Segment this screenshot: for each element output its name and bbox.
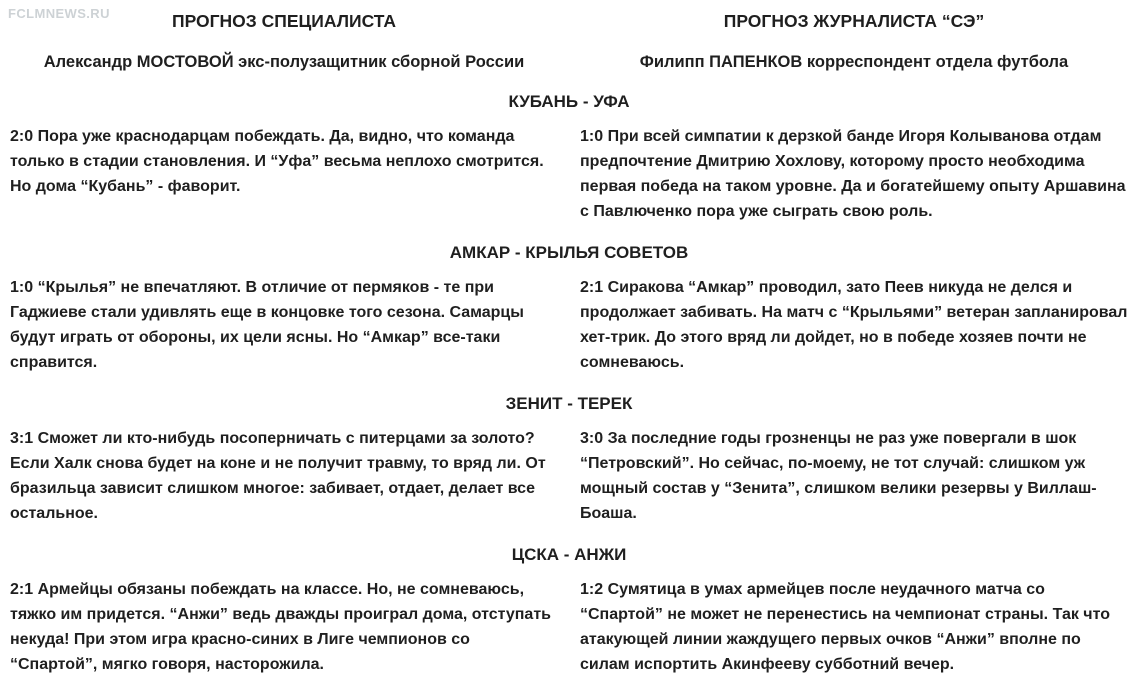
match-section	[10, 91, 1128, 224]
match-section	[10, 544, 1128, 677]
journalist-column-title: ПРОГНОЗ ЖУРНАЛИСТА “СЭ”	[723, 11, 985, 31]
predictions-row	[10, 426, 1128, 526]
specialist-prediction: 3:1 Сможет ли кто-нибудь посоперничать с питерцами за золото? Если Халк снова будет на коне и не получит травму, то вряд ли. От бразильца зависит слишком многое: забивает, отдает, делает все остальное.	[10, 430, 546, 522]
authors-row	[10, 52, 1128, 73]
predictions-row	[10, 577, 1128, 677]
journalist-prediction: 2:1 Сиракова “Амкар” проводил, зато Пеев никуда не делся и продолжает забивать. На матч с “Крыльями” ветеран запланировал хет-трик. До этого вряд ли дойдет, но в победе хозяев почти не сомневаюсь.	[580, 279, 1128, 371]
specialist-prediction: 1:0 “Крылья” не впечатляют. В отличие от пермяков - те при Гаджиеве стали удивлять еще в концовке того сезона. Самарцы будут играть от обороны, их цели ясны. Но “Амкар” все-таки справится.	[10, 279, 524, 371]
journalist-prediction: 3:0 За последние годы грозненцы не раз уже повергали в шок “Петровский”. Но сейчас, по-моему, не тот случай: слишком уж мощный состав у “Зенита”, слишком велики резервы у Виллаш-Боаша.	[580, 430, 1097, 522]
journalist-prediction: 1:2 Сумятица в умах армейцев после неудачного матча со “Спартой” не может не перенестись на чемпионат страны. Так что атакующей линии жаждущего первых очков “Анжи” вполне по силам испортить Акинфееву субботний вечер.	[580, 581, 1110, 673]
predictions-row	[10, 275, 1128, 375]
match-section	[10, 393, 1128, 526]
match-header: АМКАР - КРЫЛЬЯ СОВЕТОВ	[449, 243, 689, 262]
column-titles-row	[10, 10, 1128, 32]
match-section	[10, 242, 1128, 375]
match-header: ЗЕНИТ - ТЕРЕК	[505, 394, 633, 413]
site-watermark: FCLMNEWS.RU	[8, 6, 110, 21]
match-header: ЦСКА - АНЖИ	[511, 545, 627, 564]
specialist-column-title: ПРОГНОЗ СПЕЦИАЛИСТА	[171, 11, 396, 31]
predictions-row	[10, 124, 1128, 224]
match-header: КУБАНЬ - УФА	[508, 92, 630, 111]
specialist-author: Александр МОСТОВОЙ экс-полузащитник сборной России	[43, 53, 525, 71]
specialist-prediction: 2:1 Армейцы обязаны побеждать на классе. Но, не сомневаюсь, тяжко им придется. “Анжи” ведь дважды проиграл дома, отступать некуда! При этом игра красно-синих в Лиге чемпионов со “Спартой”, мягко говоря, насторожила.	[10, 581, 551, 673]
journalist-author: Филипп ПАПЕНКОВ корреспондент отдела футбола	[639, 53, 1069, 71]
specialist-prediction: 2:0 Пора уже краснодарцам побеждать. Да, видно, что команда только в стадии становления. И “Уфа” весьма неплохо смотрится. Но дома “Кубань” - фаворит.	[10, 128, 544, 195]
journalist-prediction: 1:0 При всей симпатии к дерзкой банде Игоря Колыванова отдам предпочтение Дмитрию Хохлову, которому просто необходима первая победа на таком уровне. Да и богатейшему опыту Аршавина с Павлюченко пора уже сыграть свою роль.	[580, 128, 1126, 220]
